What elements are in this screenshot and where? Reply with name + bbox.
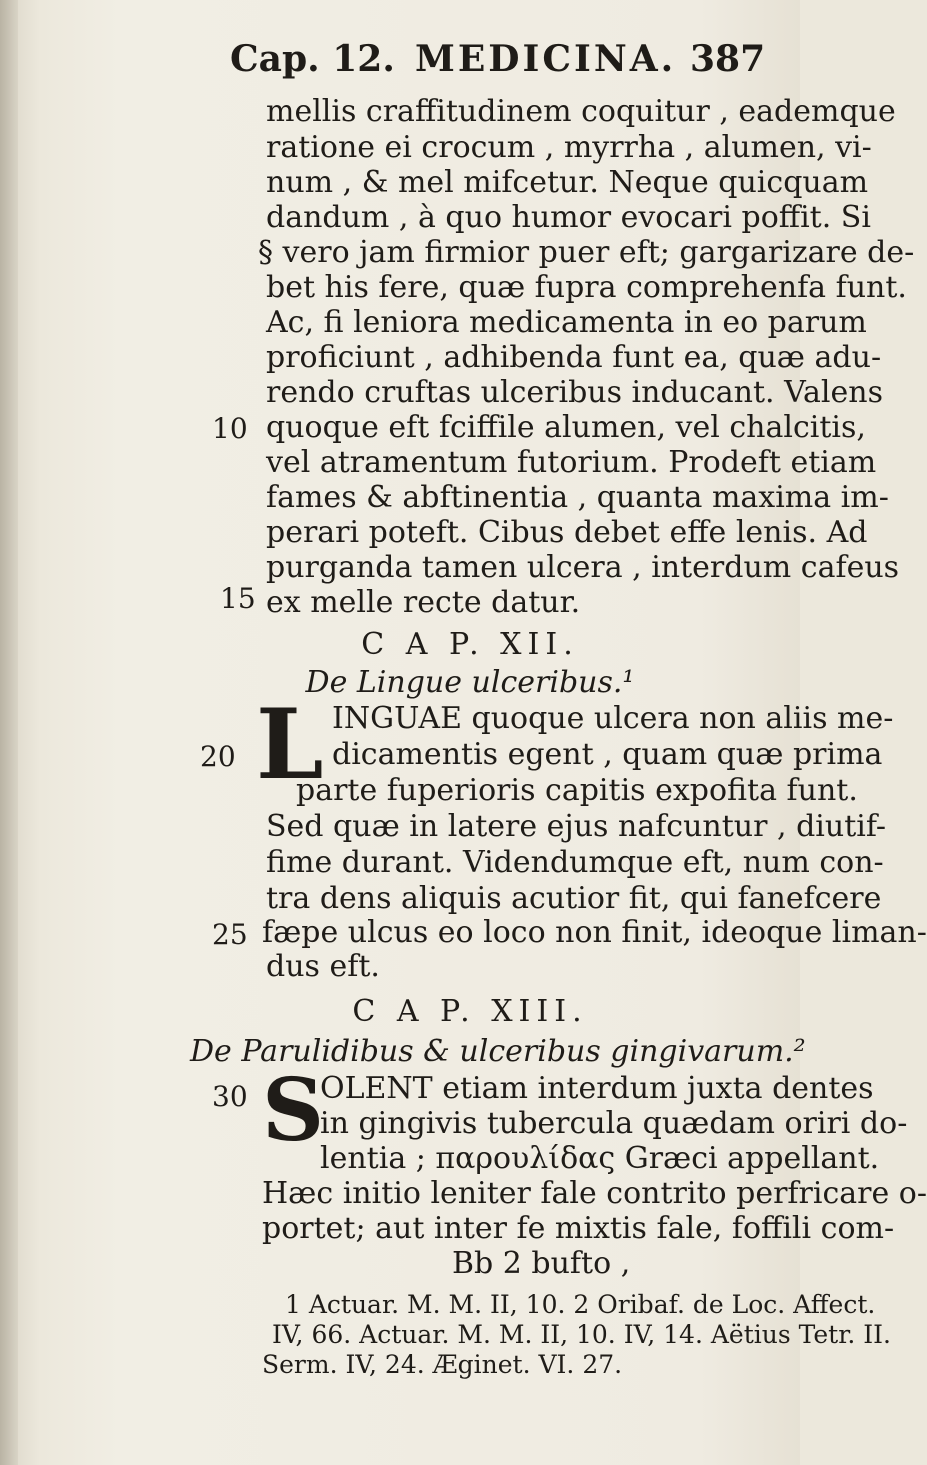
- text-line: in gingivis tubercula quædam oriri do-: [320, 1106, 908, 1141]
- text-line: mellis craffitudinem coquitur , eademque: [266, 94, 896, 129]
- text-line: rendo cruftas ulceribus inducant. Valens: [266, 375, 883, 410]
- text-line: tra dens aliquis acutior fit, qui fanefcere: [266, 881, 882, 916]
- chapter-label: Cap. 12.: [230, 38, 395, 80]
- text-line: § vero jam firmior puer eft; gargarizare de-: [258, 235, 915, 270]
- chapter-subtitle: De Lingue ulceribus.¹: [305, 665, 635, 700]
- text-line: purganda tamen ulcera , interdum cafeus: [266, 550, 900, 585]
- text-line: Sed quæ in latere ejus nafcuntur , diutif-: [266, 809, 887, 844]
- chapter-subtitle: De Parulidibus & ulceribus gingivarum.²: [190, 1034, 806, 1069]
- text-line: dus eft.: [266, 949, 380, 984]
- text-line: vel atramentum futorium. Prodeft etiam: [266, 445, 877, 480]
- chapter-heading: C A P. XII.: [361, 627, 579, 662]
- text-line: portet; aut inter fe mixtis fale, foffili com-: [262, 1211, 895, 1246]
- line-number: 20: [200, 740, 236, 773]
- text-line: perari poteft. Cibus debet effe lenis. Ad: [266, 515, 868, 550]
- line-number: 10: [212, 412, 248, 445]
- text-line: proficiunt , adhibenda funt ea, quæ adu-: [266, 340, 882, 375]
- drop-capital: S: [262, 1060, 325, 1161]
- text-line: Ac, fi leniora medicamenta in eo parum: [266, 305, 867, 340]
- text-line: fime durant. Videndumque eft, num con-: [266, 845, 884, 880]
- drop-capital: L: [256, 688, 324, 801]
- text-line: INGUAE quoque ulcera non aliis me-: [332, 701, 894, 736]
- text-line: lentia ; παρουλίδας Græci appellant.: [320, 1141, 880, 1176]
- text-line: OLENT etiam interdum juxta dentes: [320, 1071, 874, 1106]
- page-number: 387: [690, 38, 766, 80]
- running-title: MEDICINA.: [415, 38, 677, 80]
- line-number: 25: [212, 918, 248, 951]
- page-gutter: [0, 0, 18, 1465]
- text-line: fæpe ulcus eo loco non finit, ideoque liman-: [262, 915, 927, 950]
- text-line: parte fuperioris capitis expofita funt.: [296, 773, 858, 808]
- text-line: dandum , à quo humor evocari poffit. Si: [266, 200, 871, 235]
- text-line: ex melle recte datur.: [266, 585, 581, 620]
- text-line: bet his fere, quæ fupra comprehenfa funt.: [266, 270, 907, 305]
- line-number: 30: [212, 1080, 248, 1113]
- chapter-heading: C A P. XIII.: [352, 994, 588, 1029]
- text-line: fames & abftinentia , quanta maxima im-: [266, 480, 889, 515]
- text-line: dicamentis egent , quam quæ prima: [332, 737, 883, 772]
- text-line: quoque eft fciffile alumen, vel chalcitis,: [266, 410, 866, 445]
- text-line: Hæc initio leniter fale contrito perfricare o-: [262, 1176, 927, 1211]
- footnote-line: Serm. IV, 24. Æginet. VI. 27.: [262, 1350, 623, 1379]
- text-line: ratione ei crocum , myrrha , alumen, vi-: [266, 130, 872, 165]
- running-header: [230, 38, 766, 88]
- text-line: num , & mel mifcetur. Neque quicquam: [266, 165, 869, 200]
- line-number: 15: [220, 582, 256, 615]
- signature-catchword: Bb 2 bufto ,: [452, 1246, 631, 1281]
- footnote-line: IV, 66. Actuar. M. M. II, 10. IV, 14. Aëtius Tetr. II.: [272, 1320, 891, 1349]
- footnote-line: 1 Actuar. M. M. II, 10. 2 Oribaf. de Loc. Affect.: [285, 1290, 876, 1319]
